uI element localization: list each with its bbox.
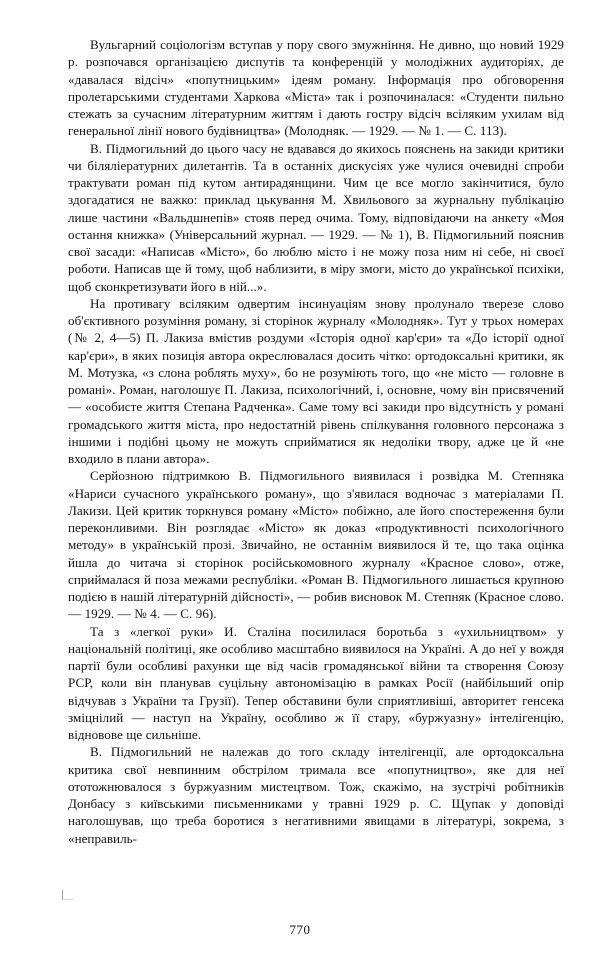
paragraph: В. Підмогильний до цього часу не вдавався до якихось пояснень на закиди критики чи біляліературних дилетантів. Та в останніх дискусіях уже чулися очевидні спроби трактувати роман під кутом антирадянщини. Чим це все могло закінчитися, було здогадатися не важко: приклад цькування М. Хвильового за журнальну публікацію лише частини «Вальдшнепів» стояв перед очима. Тому, відповідаючи на анкету «Моя остання книжка» (Універсальний журнал. — 1929. — № 1), В. Підмогильний пояснив свої засади: «Написав «Місто», бо люблю місто і не можу поза ним ні себе, ні своєї роботи. Написав ще й тому, щоб наблизити, в міру змоги, місто до української психіки, щоб сконкретизувати його в ній...». <box>68 140 564 294</box>
paragraph: Серйозною підтримкою В. Підмогильного виявилася і розвідка М. Степняка «Нариси сучасного українського роману», що з'явилася водночас з матеріалами П. Лакизи. Цей критик торкнувся роману «Місто» побіжно, але його спостереження були переконливими. Він розглядає «Місто» як доказ «продуктивності психологічного методу» в українській прозі. Звичайно, не останнім виявилося й те, що така оцінка йшла до читача зі сторінок російськомовного журналу «Красное слово», отже, сприймалася й поза межами республіки. «Роман В. Підмогильного лишається крупною подією в нашій літературній дійсності», — робив висновок М. Степняк (Красное слово. — 1929. — № 4. — С. 96). <box>68 468 564 622</box>
paragraph: Та з «легкої руки» И. Сталіна посилилася боротьба з «ухильництвом» у національній політиці, яке особливо масштабно виявилося на Україні. А до неї у вождя партії були особливі рахунки ще від часів громадянської війни та створення Союзу РСР, коли він планував суцільну автономізацію в рамках Росії (найбільший опір відчував з України та Грузії). Тепер обставини були сприятливіші, авторитет генсека зміцнілий — наступ на Україну, особливо ж її стару, «буржуазну» інтелігенцію, відновове ще сильніше. <box>68 623 564 742</box>
paragraph: Вульгарний соціологізм вступав у пору свого змужніння. Не дивно, що новий 1929 р. розпочався організацією диспутів та конференцій у молодіжних аудиторіях, де «давалася відсіч» «попутницьким» ідеям роману. Інформація про обговорення пролетарськими студентами Харкова «Міста» так і розпочиналася: «Студенти пильно стежать за сучасним літературним життям і дають гостру відсіч всіляким ухилам від генеральної лінії нового будівництва» (Молодняк. — 1929. — № 1. — С. 113). <box>68 37 564 139</box>
page-body <box>68 36 564 847</box>
paragraph: На противагу всіляким одвертим інсинуаціям знову пролунало тверезе слово об'єктивного розуміння роману, зі сторінок журналу «Молодняк». Тут у трьох номерах (№ 2, 4—5) П. Лакиза вмістив роздуми «Історія одної кар'єри» та «До історії одної кар'єри», в яких позиція автора окреслювалася досить чітко: ортодоксальні критики, як М. Мотузка, «з слона роблять муху», бо не розуміють того, що «не місто — головне в романі». Роман, наголошує П. Лакиза, психологічний, і, основне, чому він присвячений — «особисте життя Степана Радченка». Саме тому всі закиди про відсутність у романі громадського життя міста, про недостатній рівень спілкування головного персонажа з іншими і подібні цьому не можуть сприйматися як недоліки твору, адже це й «не входило в плани автора». <box>68 295 564 466</box>
paragraph: В. Підмогильний не належав до того складу інтелігенції, але ортодоксальна критика свої невпинним обстрілом тримала все «попутництво», яке для неї ототожнювалося з буржуазним мистецтвом. Тож, скажімо, на зустрічі робітників Донбасу з київськими письменниками у травні 1929 р. С. Щупак у доповіді наголошував, що треба боротися з негативними явищами в літературі, зокрема, з «неправиль- <box>68 744 564 846</box>
scan-artifact <box>62 890 73 900</box>
page-number: 770 <box>289 922 311 937</box>
